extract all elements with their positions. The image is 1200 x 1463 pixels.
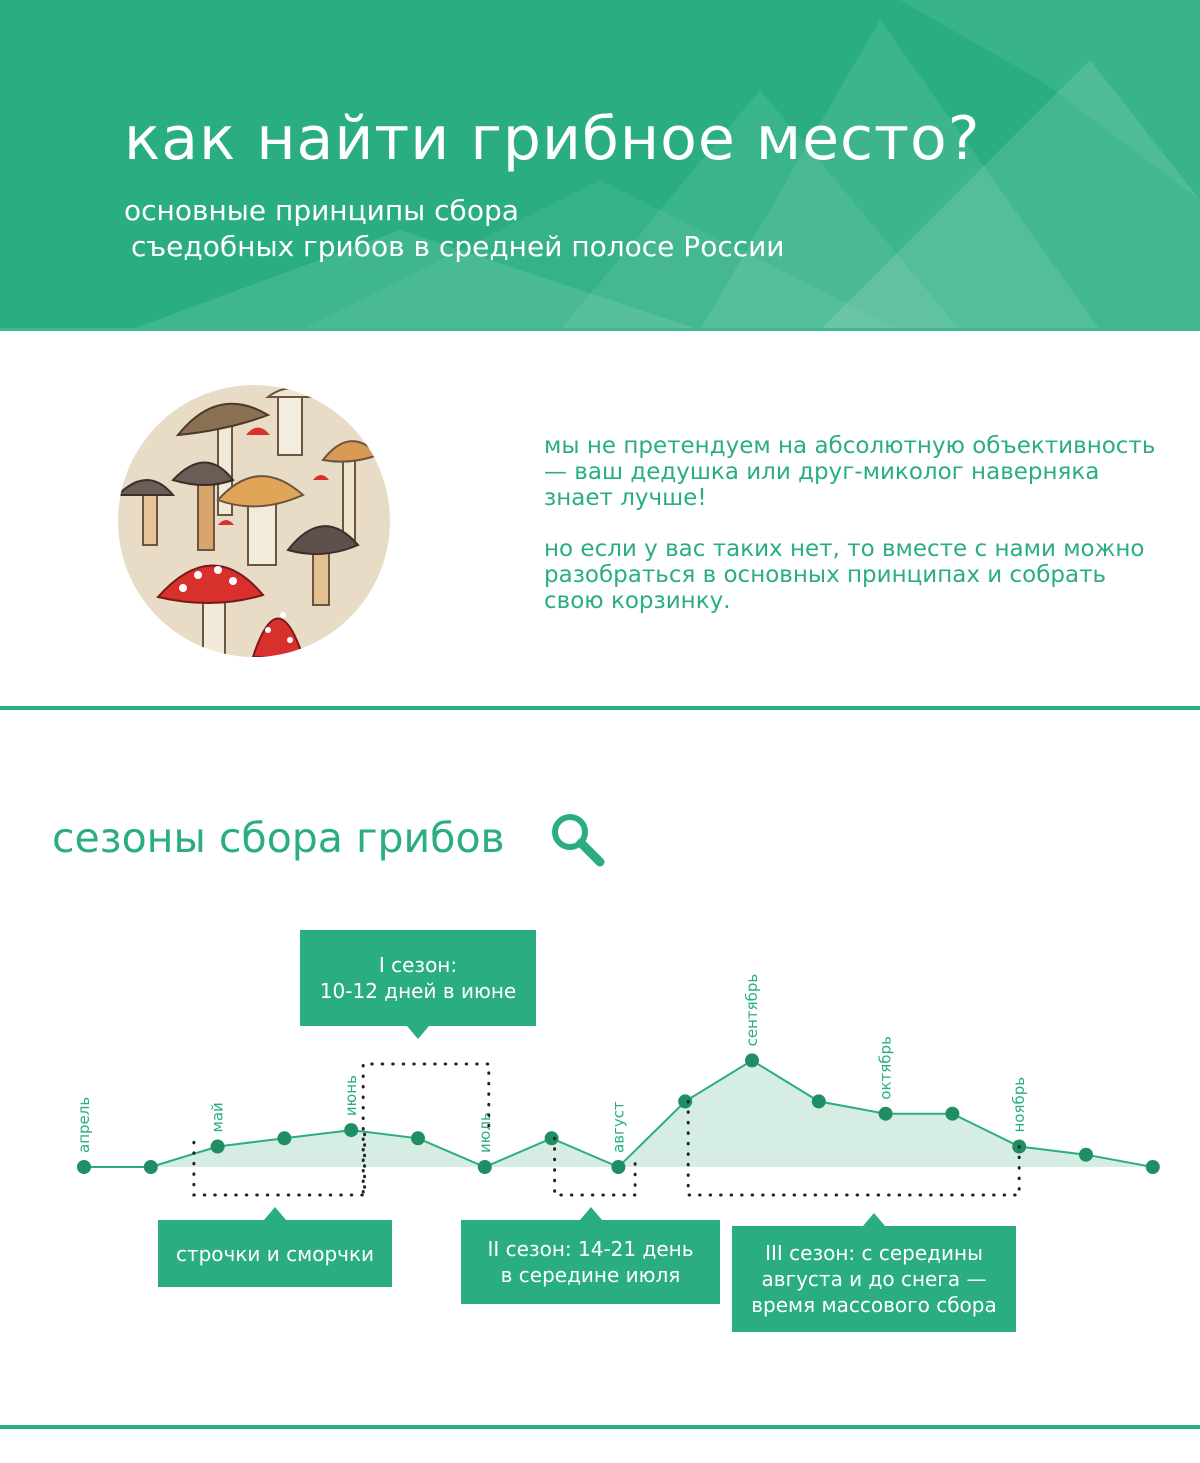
chart-point [344, 1123, 358, 1137]
chart-point [144, 1160, 158, 1174]
section-divider-bottom [0, 1425, 1200, 1429]
chart-point [478, 1160, 492, 1174]
callout-season3: III сезон: с середины августа и до снега — время массового сбора [732, 1226, 1016, 1332]
page-title: как найти грибное место? [124, 104, 981, 174]
callout-season1: I сезон: 10-12 дней в июне [300, 930, 536, 1026]
season-bracket-season1 [363, 1064, 489, 1192]
chart-point [77, 1160, 91, 1174]
page-subtitle-line1: основные принципы сбора [124, 194, 519, 227]
chart-point [945, 1107, 959, 1121]
month-label: сентябрь [743, 973, 761, 1047]
mushroom-illustration [118, 385, 390, 657]
chart-point [277, 1131, 291, 1145]
chart-point [611, 1160, 625, 1174]
month-label: октябрь [876, 1036, 895, 1100]
callout-season2: II сезон: 14-21 день в середине июля [461, 1220, 720, 1304]
seasons-title: сезоны сбора грибов [52, 814, 505, 862]
month-label: август [609, 1101, 628, 1153]
intro-paragraph-2: но если у вас таких нет, то вместе с нами можно разобраться в основных принципах и собрать свою корзинку. [544, 536, 1145, 614]
callout-morels: строчки и сморчки [158, 1220, 392, 1287]
chart-point [411, 1131, 425, 1145]
chart-point [879, 1107, 893, 1121]
month-label: июль [475, 1112, 494, 1153]
intro-paragraph-1: мы не претендуем на абсолютную объективность — ваш дедушка или друг-миколог наверняка знает лучше! [544, 433, 1156, 511]
chart-point [812, 1094, 826, 1108]
header-bottom-line [0, 328, 1200, 331]
chart-point [745, 1053, 759, 1067]
section-divider [0, 706, 1200, 710]
chart-point [545, 1131, 559, 1145]
month-label: ноябрь [1010, 1076, 1029, 1133]
month-label: июнь [342, 1075, 361, 1117]
search-icon [548, 810, 608, 870]
month-label: май [208, 1102, 227, 1133]
page-subtitle-line2: съедобных грибов в средней полосе России [131, 230, 785, 263]
month-label: апрель [75, 1096, 93, 1153]
chart-point [1079, 1148, 1093, 1162]
chart-point [678, 1094, 692, 1108]
header-banner [0, 0, 1200, 330]
chart-point [1146, 1160, 1160, 1174]
chart-point [211, 1140, 225, 1154]
